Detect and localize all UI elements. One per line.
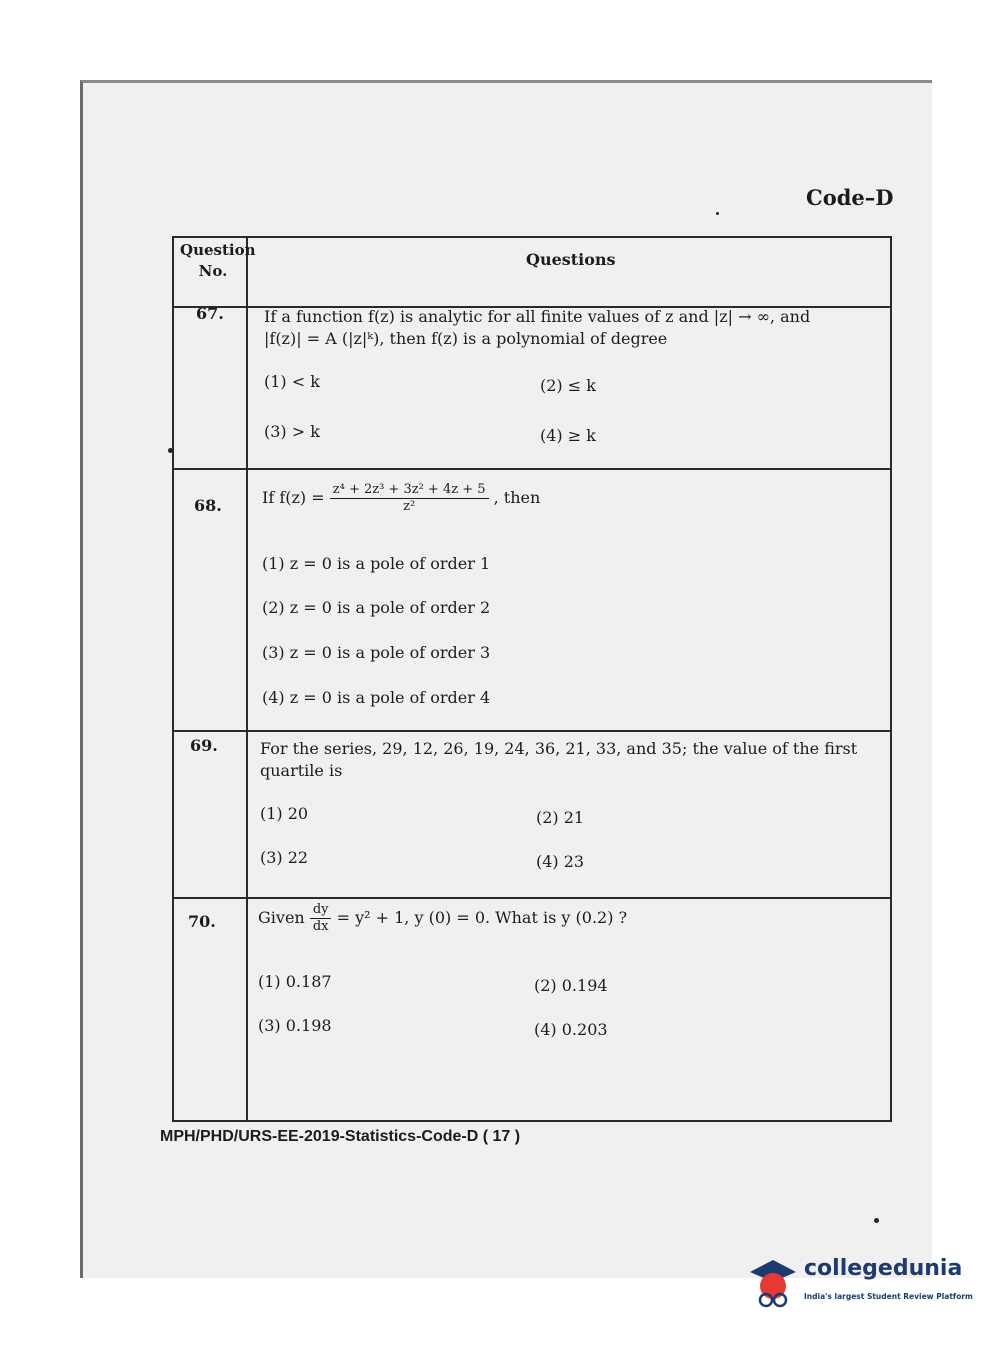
option: (4) ≥ k	[540, 426, 596, 445]
fraction-denominator: dx	[312, 919, 329, 934]
logo-tagline: India's largest Student Review Platform	[804, 1292, 973, 1301]
row-divider	[174, 468, 890, 470]
question-prefix: Given	[258, 908, 305, 927]
question-text: If a function f(z) is analytic for all finite values of z and |z| → ∞, and	[264, 307, 811, 326]
row-divider	[174, 730, 890, 732]
option: (1) < k	[264, 372, 320, 391]
fraction-numerator: dy	[310, 902, 332, 919]
question-number: 70.	[188, 912, 216, 931]
row-divider	[174, 897, 890, 899]
fraction	[310, 902, 332, 935]
fraction-denominator: z²	[403, 499, 416, 514]
question-text: For the series, 29, 12, 26, 19, 24, 36, 21, 33, and 35; the value of the first	[260, 739, 858, 758]
logo-wordmark: collegedunia	[804, 1256, 963, 1281]
option: (1) 0.187	[258, 972, 332, 991]
question-text	[262, 482, 540, 515]
option: (2) 0.194	[534, 976, 608, 995]
question-suffix: , then	[493, 488, 541, 507]
mascot-icon	[746, 1256, 800, 1310]
fraction-numerator: z⁴ + 2z³ + 3z² + 4z + 5	[330, 482, 489, 499]
question-number: 67.	[196, 304, 224, 323]
question-table	[172, 236, 892, 1122]
page-footer: MPH/PHD/URS-EE-2019-Statistics-Code-D ( 17 )	[160, 1128, 521, 1145]
question-text: |f(z)| = A (|z|ᵏ), then f(z) is a polynomial of degree	[264, 329, 668, 348]
column-divider	[246, 238, 248, 1120]
option: (4) 23	[536, 852, 585, 871]
question-prefix: If f(z) =	[262, 488, 325, 507]
paper-code: Code–D	[806, 185, 894, 210]
option: (3) > k	[264, 422, 320, 441]
question-suffix: = y² + 1, y (0) = 0. What is y (0.2) ?	[336, 908, 628, 927]
option: (4) z = 0 is a pole of order 4	[262, 688, 491, 707]
option: (4) 0.203	[534, 1020, 608, 1039]
option: (3) 22	[260, 848, 309, 867]
option: (1) z = 0 is a pole of order 1	[262, 554, 491, 573]
question-number: 68.	[194, 496, 222, 515]
header-question-no: Question No.	[180, 241, 256, 280]
option: (2) ≤ k	[540, 376, 596, 395]
header-questions: Questions	[526, 250, 616, 269]
option: (1) 20	[260, 804, 309, 823]
fraction	[330, 482, 489, 515]
scan-speck	[168, 448, 173, 453]
option: (3) 0.198	[258, 1016, 332, 1035]
question-number: 69.	[190, 736, 218, 755]
scan-speck	[874, 1218, 879, 1223]
question-text: quartile is	[260, 761, 343, 780]
option: (2) z = 0 is a pole of order 2	[262, 598, 491, 617]
question-text	[258, 902, 627, 935]
option: (2) 21	[536, 808, 585, 827]
scan-speck	[716, 212, 719, 215]
option: (3) z = 0 is a pole of order 3	[262, 643, 491, 662]
collegedunia-logo	[746, 1248, 976, 1328]
